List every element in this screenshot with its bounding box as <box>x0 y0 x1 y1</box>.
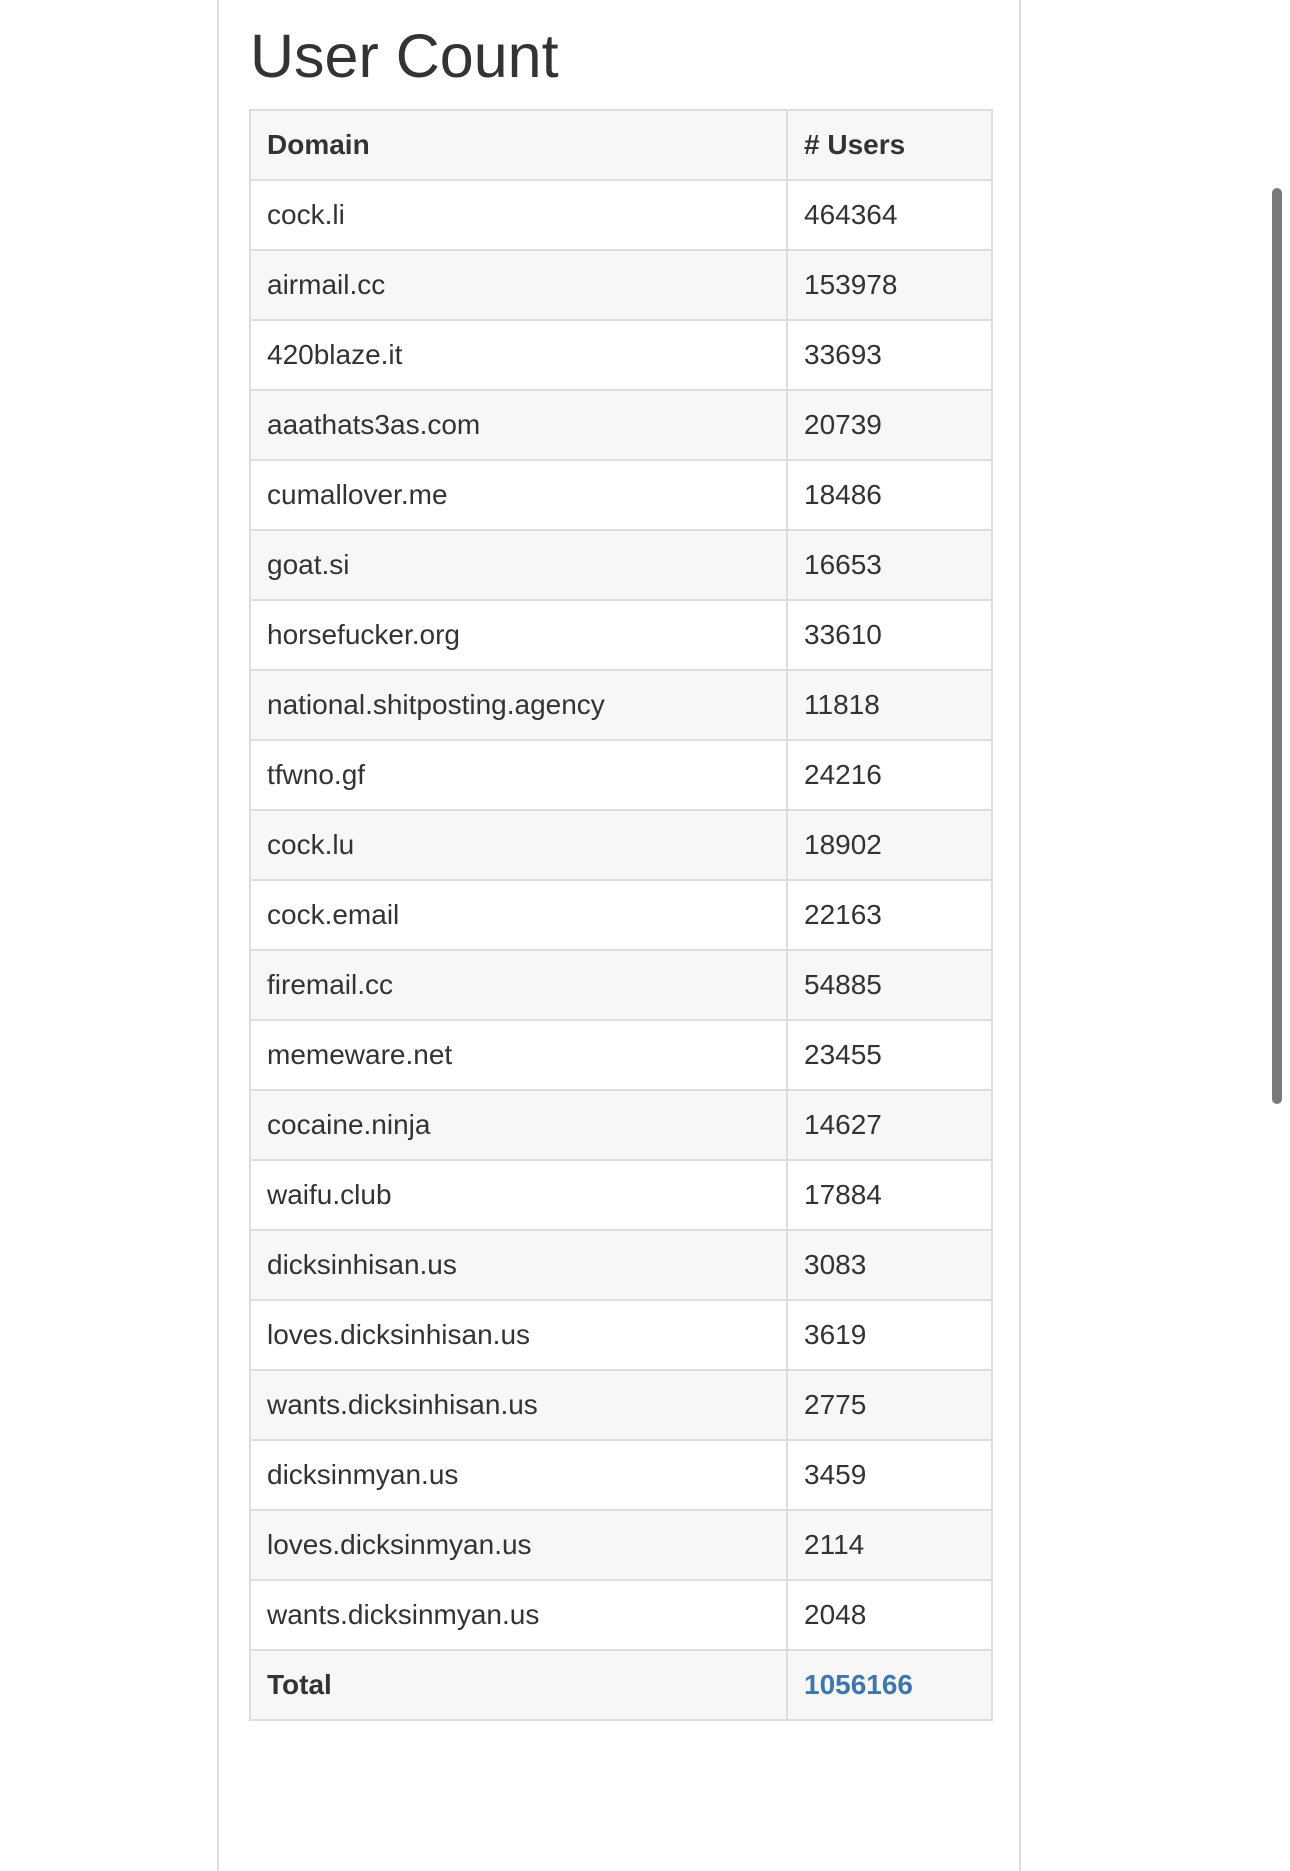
user-count-cell: 464364 <box>787 180 992 250</box>
domain-cell: airmail.cc <box>250 250 787 320</box>
domain-cell: wants.dicksinhisan.us <box>250 1370 787 1440</box>
domain-cell: cock.lu <box>250 810 787 880</box>
domain-cell: national.shitposting.agency <box>250 670 787 740</box>
user-count-cell: 22163 <box>787 880 992 950</box>
user-count-cell: 14627 <box>787 1090 992 1160</box>
domain-cell: cock.li <box>250 180 787 250</box>
table-row <box>250 320 992 390</box>
table-row <box>250 1370 992 1440</box>
scrollbar-thumb[interactable] <box>1272 188 1282 1104</box>
domain-cell: cumallover.me <box>250 460 787 530</box>
table-row <box>250 1580 992 1650</box>
table-row <box>250 180 992 250</box>
user-count-cell: 2048 <box>787 1580 992 1650</box>
user-count-cell: 153978 <box>787 250 992 320</box>
user-count-cell: 18486 <box>787 460 992 530</box>
table-row <box>250 670 992 740</box>
user-count-cell: 2775 <box>787 1370 992 1440</box>
table-row <box>250 810 992 880</box>
user-count-cell: 2114 <box>787 1510 992 1580</box>
user-count-cell: 23455 <box>787 1020 992 1090</box>
user-count-cell: 11818 <box>787 670 992 740</box>
table-row <box>250 1300 992 1370</box>
table-row <box>250 460 992 530</box>
domain-cell: dicksinhisan.us <box>250 1230 787 1300</box>
column-header-users: # Users <box>787 110 992 180</box>
column-header-domain: Domain <box>250 110 787 180</box>
table-row <box>250 1090 992 1160</box>
domain-cell: memeware.net <box>250 1020 787 1090</box>
domain-cell: goat.si <box>250 530 787 600</box>
domain-cell: waifu.club <box>250 1160 787 1230</box>
page-title: User Count <box>250 22 559 90</box>
table-row <box>250 1440 992 1510</box>
total-label: Total <box>250 1650 787 1720</box>
user-count-cell: 17884 <box>787 1160 992 1230</box>
domain-cell: dicksinmyan.us <box>250 1440 787 1510</box>
total-value-cell <box>787 1650 992 1720</box>
user-count-cell: 16653 <box>787 530 992 600</box>
table-row <box>250 950 992 1020</box>
table-row <box>250 1230 992 1300</box>
user-count-cell: 3459 <box>787 1440 992 1510</box>
table-header-row <box>250 110 992 180</box>
user-count-cell: 24216 <box>787 740 992 810</box>
user-count-cell: 33610 <box>787 600 992 670</box>
table-row <box>250 530 992 600</box>
domain-cell: aaathats3as.com <box>250 390 787 460</box>
domain-cell: firemail.cc <box>250 950 787 1020</box>
domain-cell: loves.dicksinhisan.us <box>250 1300 787 1370</box>
table-row <box>250 1160 992 1230</box>
domain-cell: horsefucker.org <box>250 600 787 670</box>
table-row <box>250 1510 992 1580</box>
total-value-link[interactable]: 1056166 <box>804 1669 914 1700</box>
user-count-cell: 33693 <box>787 320 992 390</box>
table-row <box>250 250 992 320</box>
table-row <box>250 880 992 950</box>
table-row <box>250 390 992 460</box>
table-body <box>250 180 992 1650</box>
user-count-cell: 3619 <box>787 1300 992 1370</box>
user-count-cell: 3083 <box>787 1230 992 1300</box>
domain-cell: tfwno.gf <box>250 740 787 810</box>
user-count-table <box>249 109 993 1721</box>
domain-cell: 420blaze.it <box>250 320 787 390</box>
user-count-cell: 54885 <box>787 950 992 1020</box>
table-row <box>250 600 992 670</box>
user-count-cell: 20739 <box>787 390 992 460</box>
domain-cell: wants.dicksinmyan.us <box>250 1580 787 1650</box>
domain-cell: cock.email <box>250 880 787 950</box>
table-row <box>250 740 992 810</box>
domain-cell: loves.dicksinmyan.us <box>250 1510 787 1580</box>
total-row <box>250 1650 992 1720</box>
user-count-cell: 18902 <box>787 810 992 880</box>
domain-cell: cocaine.ninja <box>250 1090 787 1160</box>
table-row <box>250 1020 992 1090</box>
